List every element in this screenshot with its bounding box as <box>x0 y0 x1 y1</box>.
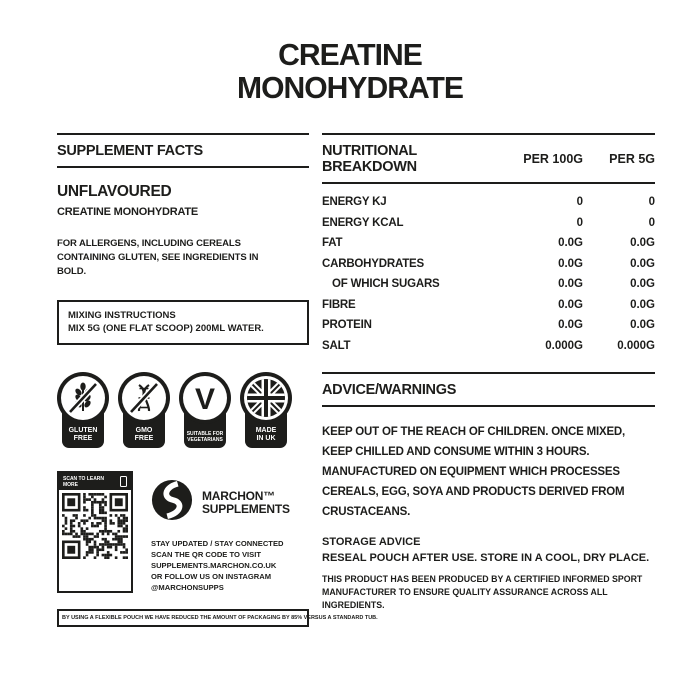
col-per-5g: PER 5G <box>609 152 655 166</box>
badge-gmo-free <box>118 372 170 448</box>
brand-contact-lines <box>151 538 309 593</box>
certification-note: THIS PRODUCT HAS BEEN PRODUCED BY A CERTIFIED INFORMED SPORT MANUFACTURER TO ENSURE QUALITY ASSURANCE ACROSS ALL INGREDIENTS. <box>322 574 643 610</box>
brand-tagline: STAY UPDATED / STAY CONNECTED <box>151 539 284 548</box>
table-row: CARBOHYDRATES 0.0G 0.0G <box>322 257 655 270</box>
col-per-100g: PER 100G <box>523 152 583 166</box>
qr-header-text: SCAN TO LEARN MORE <box>63 475 105 488</box>
advice-warnings-heading: ADVICE/WARNINGS <box>322 382 457 398</box>
badge-gluten-free-label: GLUTEN FREE <box>68 427 98 442</box>
divider <box>322 405 655 407</box>
mixing-instructions-text: MIX 5G (ONE FLAT SCOOP) 200ML WATER. <box>68 323 264 334</box>
table-row: PROTEIN 0.0G 0.0G <box>322 319 655 332</box>
flavour-label: UNFLAVOURED <box>57 183 172 200</box>
storage-advice-heading: STORAGE ADVICE <box>322 536 421 548</box>
badge-gluten-free <box>57 372 109 448</box>
badge-vegetarian <box>179 372 231 448</box>
dna-crossed-icon <box>122 376 166 420</box>
badge-made-in-uk-label: MADE IN UK <box>255 427 277 442</box>
brand-name: MARCHON™ SUPPLEMENTS <box>202 489 290 516</box>
brand-visit-line: SCAN THE QR CODE TO VISIT SUPPLEMENTS.MARCHON.CO.UK <box>151 550 277 570</box>
advice-warnings-body: KEEP OUT OF THE REACH OF CHILDREN. ONCE MIXED, KEEP CHILLED AND CONSUME WITHIN 3 HOURS. MANUFACTURED ON EQUIPMENT WHICH PROCESSES CEREALS, EGG, SOYA AND PRODUCTS DERIVED FROM CRUSTACEANS. <box>322 426 626 518</box>
pouch-note-box <box>57 609 378 627</box>
certification-badges <box>57 372 309 448</box>
table-row: FIBRE 0.0G 0.0G <box>322 298 655 311</box>
wheat-crossed-icon <box>61 376 105 420</box>
qr-code <box>57 471 133 593</box>
divider <box>322 182 655 184</box>
mixing-instructions-heading: MIXING INSTRUCTIONS <box>68 310 176 321</box>
connect-section <box>57 471 309 593</box>
phone-icon <box>120 476 127 487</box>
table-row: FAT 0.0G 0.0G <box>322 237 655 250</box>
product-title-line2: MONOHYDRATE <box>236 70 463 105</box>
product-title-line1: CREATINE <box>278 37 422 72</box>
product-name-sub: CREATINE MONOHYDRATE <box>57 206 199 218</box>
table-row: OF WHICH SUGARS 0.0G 0.0G <box>332 278 655 291</box>
badge-vegetarian-label: SUITABLE FOR VEGETARIANS <box>186 431 224 443</box>
table-row: ENERGY KJ 0 0 <box>322 196 655 209</box>
nutrition-table <box>322 192 655 356</box>
nutrition-panel <box>322 133 655 612</box>
brand-block <box>151 471 309 593</box>
badge-gmo-free-label: GMO FREE <box>134 427 154 442</box>
table-row: ENERGY KCAL 0 0 <box>322 216 655 229</box>
storage-advice-body: RESEAL POUCH AFTER USE. STORE IN A COOL, DRY PLACE. <box>322 552 650 564</box>
allergen-note: FOR ALLERGENS, INCLUDING CEREALS CONTAINING GLUTEN, SEE INGREDIENTS IN BOLD. <box>57 238 259 277</box>
supplement-facts-heading: SUPPLEMENT FACTS <box>57 143 203 159</box>
vegetarian-v-icon <box>183 376 227 420</box>
mixing-instructions-box <box>57 300 309 345</box>
svg-text:V: V <box>194 383 216 416</box>
nutrition-heading: NUTRITIONAL BREAKDOWN <box>322 143 417 175</box>
nutrition-table-header <box>322 135 655 182</box>
marchon-logo-icon <box>151 479 193 526</box>
table-row: SALT 0.000G 0.000G <box>322 339 655 352</box>
badge-made-in-uk <box>240 372 292 448</box>
pouch-note-text: BY USING A FLEXIBLE POUCH WE HAVE REDUCED THE AMOUNT OF PACKAGING BY 85% VERSUS A STANDARD TUB. <box>62 615 378 621</box>
product-title <box>11 38 690 104</box>
union-jack-icon <box>244 376 288 420</box>
divider <box>57 166 309 168</box>
brand-social-line: OR FOLLOW US ON INSTAGRAM @MARCHONSUPPS <box>151 572 272 592</box>
